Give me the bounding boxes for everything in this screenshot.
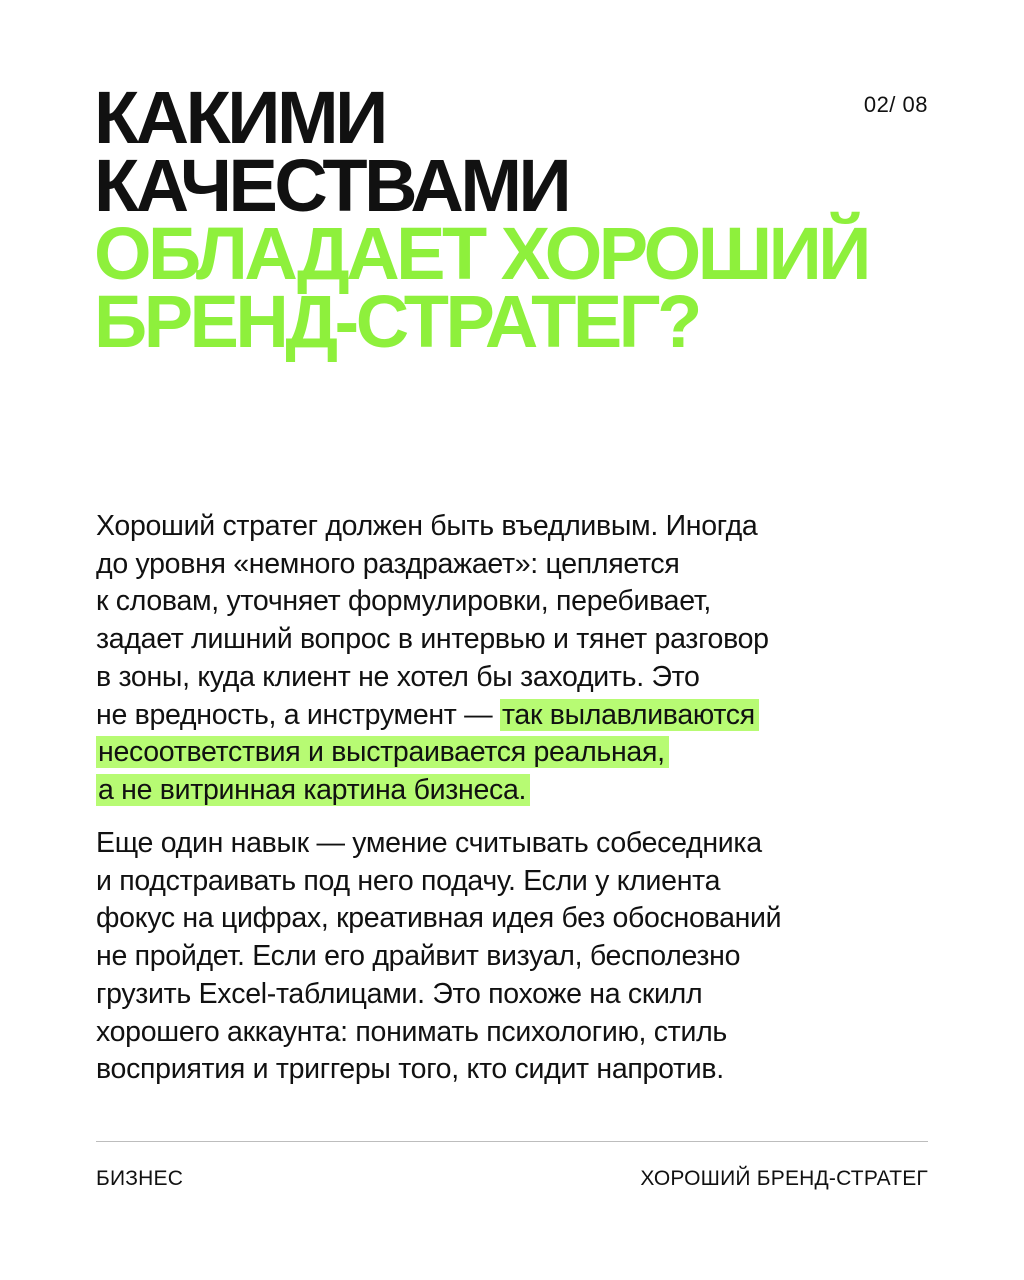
paragraph-2-line: восприятия и триггеры того, кто сидит напротив. (96, 1053, 724, 1086)
paragraph-1 (96, 508, 936, 810)
paragraph-1-line: к словам, уточняет формулировки, перебивает, (96, 585, 712, 618)
headline (94, 76, 868, 363)
footer-divider (96, 1141, 928, 1142)
paragraph-1-line: в зоны, куда клиент не хотел бы заходить. Это (96, 660, 700, 693)
footer-topic: ХОРОШИЙ БРЕНД-СТРАТЕГ (640, 1167, 928, 1190)
highlighted-text: несоответствия и выстраивается реальная, (96, 736, 669, 768)
paragraph-1-line: задает лишний вопрос в интервью и тянет разговор (96, 623, 769, 656)
paragraph-2-line: и подстраивать под него подачу. Если у клиента (96, 864, 721, 897)
paragraph-1-line-highlighted (96, 734, 936, 772)
paragraph-1-line-mixed (96, 697, 936, 735)
highlighted-text: так вылавливаются (500, 699, 759, 731)
paragraph-2-line: Еще один навык — умение считывать собеседника (96, 827, 762, 859)
footer-category: БИЗНЕС (96, 1167, 184, 1190)
paragraph-1-line-highlighted (96, 772, 936, 810)
paragraph-1-line: Хороший стратег должен быть въедливым. Иногда (96, 510, 758, 542)
headline-line-1: КАКИМИ (94, 76, 385, 159)
headline-line-2: КАЧЕСТВАМИ (94, 144, 569, 227)
headline-line-4: БРЕНД-СТРАТЕГ? (94, 280, 699, 363)
paragraph-2-line: фокус на цифрах, креативная идея без обоснований (96, 902, 782, 935)
paragraph-1-plain-text: не вредность, а инструмент — (96, 698, 500, 731)
highlighted-text: а не витринная картина бизнеса. (96, 774, 530, 806)
paragraph-2 (96, 825, 936, 1089)
paragraph-2-line: хорошего аккаунта: понимать психологию, стиль (96, 1015, 727, 1048)
paragraph-1-line: до уровня «немного раздражает»: цепляется (96, 547, 680, 580)
headline-line-3: ОБЛАДАЕТ ХОРОШИЙ (94, 212, 868, 295)
page-counter: 02/ 08 (863, 92, 928, 117)
paragraph-2-line: не пройдет. Если его драйвит визуал, бесполезно (96, 940, 741, 973)
paragraph-2-line: грузить Excel-таблицами. Это похоже на скилл (96, 977, 703, 1010)
